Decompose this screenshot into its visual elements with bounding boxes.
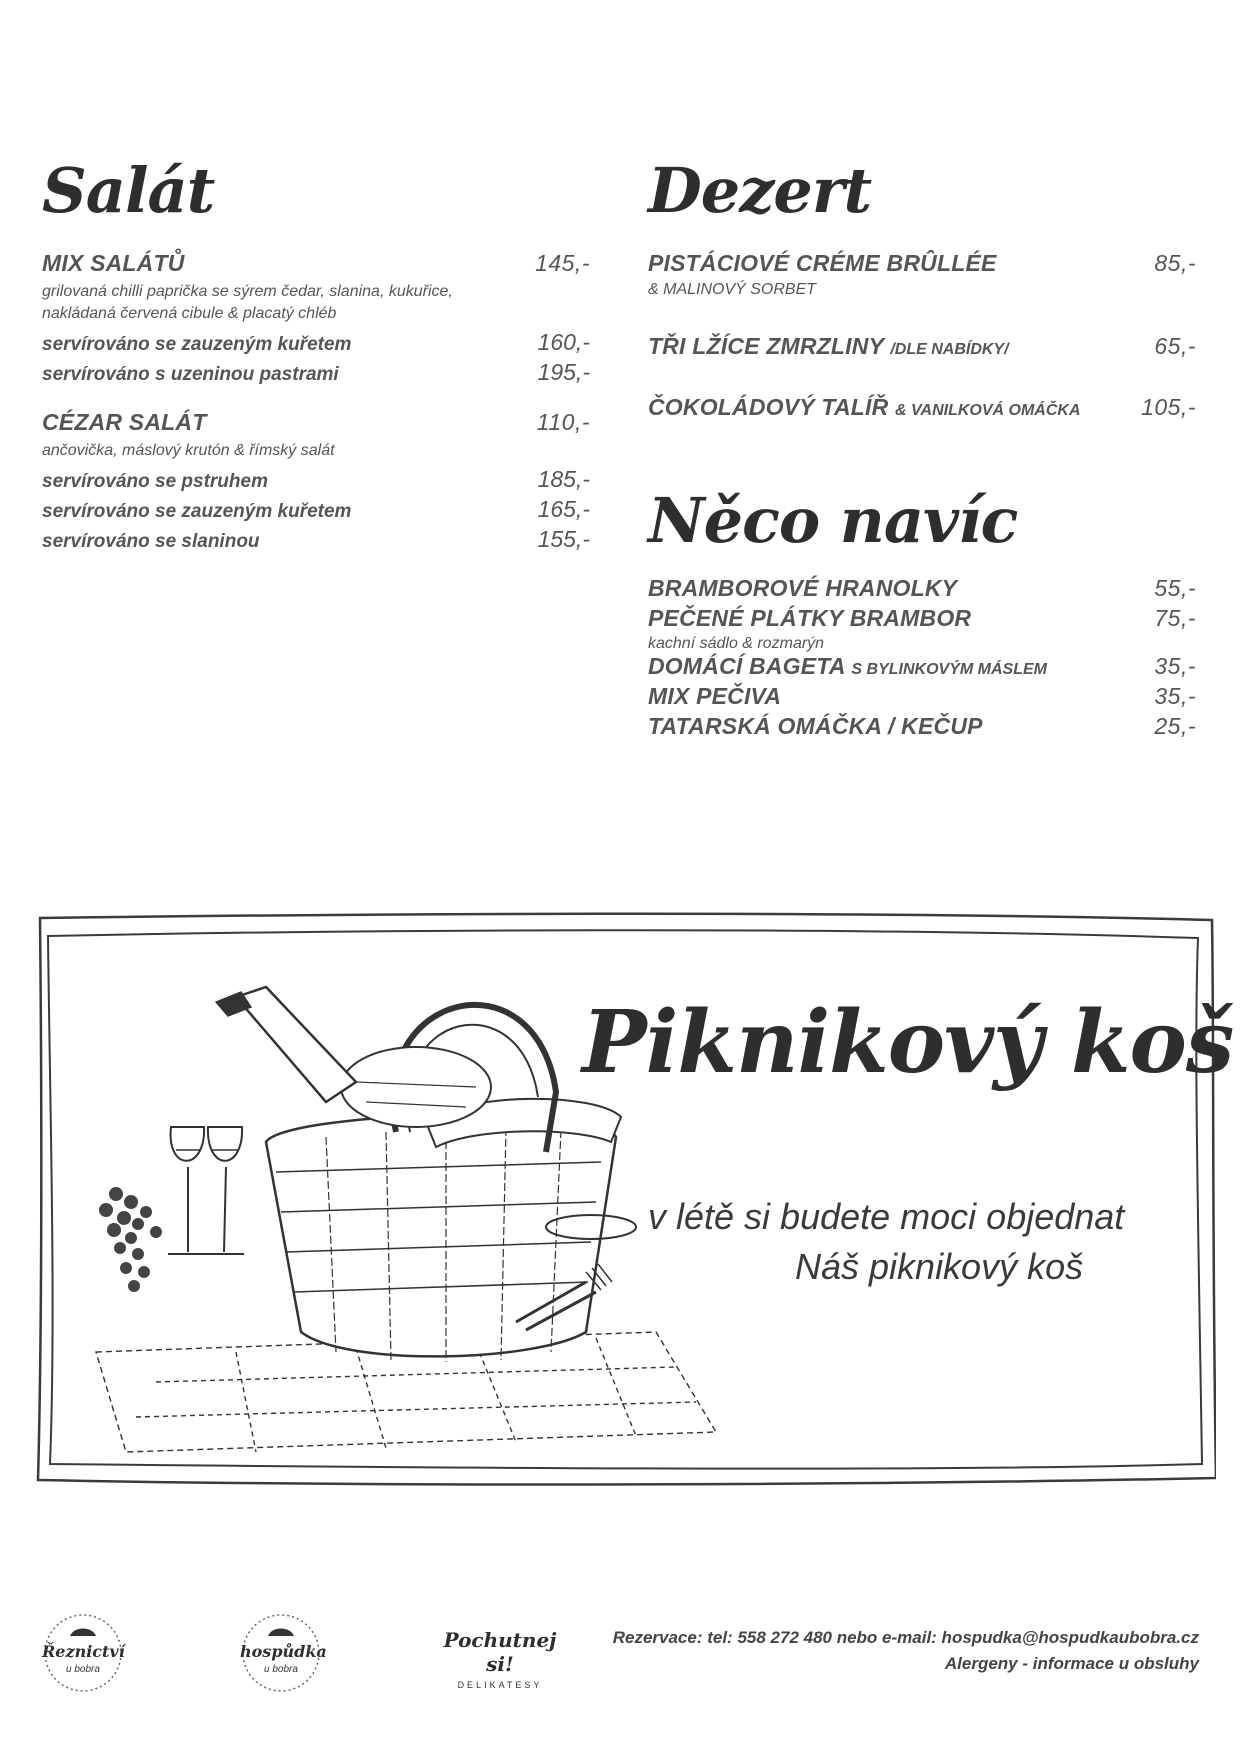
item-price: 35,- bbox=[1154, 653, 1196, 679]
dezert-section bbox=[648, 250, 1196, 421]
item-suffix: S BYLINKOVÝM MÁSLEM bbox=[851, 661, 1047, 678]
menu-item-platky-brambor bbox=[648, 605, 1196, 635]
item-name: MIX SALÁTŮ bbox=[42, 250, 185, 276]
option-price: 160,- bbox=[537, 329, 590, 355]
salat-heading: Salát bbox=[42, 154, 215, 227]
option-price: 185,- bbox=[537, 466, 590, 492]
menu-item-mix-salatu bbox=[42, 250, 590, 277]
item-name: MIX PEČIVA bbox=[648, 683, 782, 709]
logo-sub-text: DELIKATESY bbox=[457, 1680, 543, 1690]
item-name: TATARSKÁ OMÁČKA / KEČUP bbox=[648, 713, 983, 739]
item-option bbox=[42, 329, 590, 359]
item-description: nakládaná červená cibule & placatý chléb bbox=[42, 305, 337, 322]
item-note: & MALINOVÝ SORBET bbox=[648, 281, 817, 298]
item-description: kachní sádlo & rozmarýn bbox=[648, 635, 825, 652]
menu-item-creme-brulee bbox=[648, 250, 1196, 277]
logo-sub-text: u bobra bbox=[264, 1664, 298, 1675]
option-label: servírováno se zauzeným kuřetem bbox=[42, 501, 352, 522]
item-name: TŘI LŽÍCE ZMRZLINY /DLE NABÍDKY/ bbox=[648, 333, 1009, 359]
menu-item-omacka bbox=[648, 713, 1196, 743]
picnic-title: Piknikový koš bbox=[582, 992, 1234, 1093]
option-price: 165,- bbox=[537, 496, 590, 522]
dezert-heading: Dezert bbox=[648, 154, 872, 227]
item-price: 105,- bbox=[1141, 394, 1196, 420]
item-price: 25,- bbox=[1154, 713, 1196, 739]
menu-item-cokoladovy-talir bbox=[648, 394, 1196, 421]
menu-item-hranolky bbox=[648, 575, 1196, 605]
item-option bbox=[42, 526, 590, 556]
option-label: servírováno se slaninou bbox=[42, 531, 260, 552]
menu-item-cezar-salat bbox=[42, 409, 590, 436]
item-option bbox=[42, 466, 590, 496]
option-price: 195,- bbox=[537, 359, 590, 385]
option-label: servírováno se pstruhem bbox=[42, 471, 268, 492]
option-label: servírováno s uzeninou pastrami bbox=[42, 364, 339, 385]
item-option bbox=[42, 496, 590, 526]
item-option bbox=[42, 359, 590, 389]
footer-allergens: Alergeny - informace u obsluhy bbox=[944, 1654, 1199, 1673]
neco-navic-section bbox=[648, 575, 1196, 743]
item-name: BRAMBOROVÉ HRANOLKY bbox=[648, 575, 958, 601]
logo-main-text: hospůdka bbox=[240, 1642, 327, 1661]
salat-section bbox=[42, 250, 590, 556]
item-name: PEČENÉ PLÁTKY BRAMBOR bbox=[648, 605, 972, 631]
item-name: PISTÁCIOVÉ CRÉME BRÛLLÉE bbox=[648, 250, 997, 276]
footer-contact: Rezervace: tel: 558 272 480 nebo e-mail: hospudka@hospudkaubobra.cz bbox=[612, 1628, 1199, 1647]
item-price: 85,- bbox=[1154, 250, 1196, 276]
menu-item-mix-peciva bbox=[648, 683, 1196, 713]
item-name: CÉZAR SALÁT bbox=[42, 409, 207, 435]
item-price: 110,- bbox=[536, 409, 590, 435]
option-label: servírováno se zauzeným kuřetem bbox=[42, 334, 352, 355]
item-price: 75,- bbox=[1154, 605, 1196, 631]
item-price: 55,- bbox=[1154, 575, 1196, 601]
picnic-line-2: Náš piknikový koš bbox=[795, 1246, 1084, 1287]
logo-pochutnej-si bbox=[440, 1628, 560, 1690]
picnic-line-1: v létě si budete moci objednat bbox=[648, 1196, 1125, 1237]
logo-sub-text: u bobra bbox=[66, 1664, 100, 1675]
item-price: 145,- bbox=[535, 250, 590, 276]
menu-item-zmrzlina bbox=[648, 333, 1196, 360]
item-description: grilovaná chilli paprička se sýrem čedar, slanina, kukuřice, bbox=[42, 283, 453, 300]
item-suffix: & VANILKOVÁ OMÁČKA bbox=[895, 402, 1081, 419]
item-suffix: /DLE NABÍDKY/ bbox=[890, 341, 1009, 358]
item-name: ČOKOLÁDOVÝ TALÍŘ & VANILKOVÁ OMÁČKA bbox=[648, 394, 1081, 420]
logo-main-text: Pochutnej si! bbox=[443, 1628, 557, 1676]
item-price: 35,- bbox=[1154, 683, 1196, 709]
neco-navic-heading: Něco navíc bbox=[648, 484, 1018, 557]
menu-item-bageta bbox=[648, 653, 1196, 683]
item-price: 65,- bbox=[1154, 333, 1196, 359]
item-name: DOMÁCÍ BAGETA S BYLINKOVÝM MÁSLEM bbox=[648, 653, 1047, 679]
item-description: ančovička, máslový krutón & římský salát bbox=[42, 442, 335, 459]
option-price: 155,- bbox=[537, 526, 590, 552]
logo-main-text: Řeznictví bbox=[42, 1642, 125, 1661]
